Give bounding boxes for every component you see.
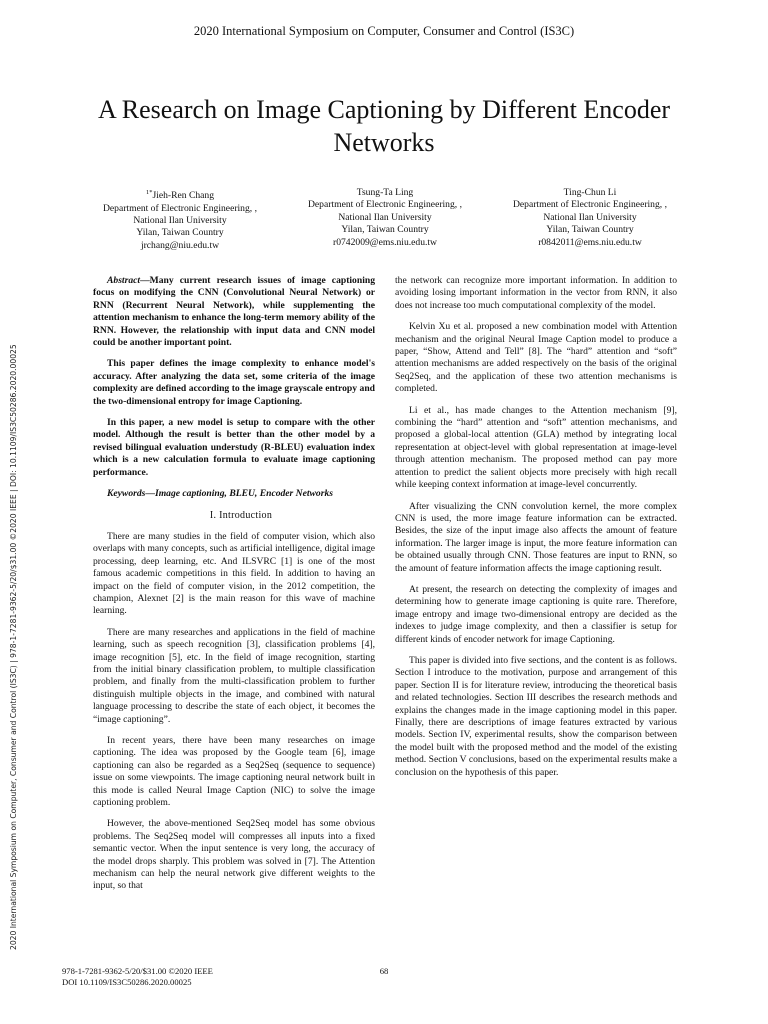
body-paragraph: This paper is divided into five sections, and the content is as follows. Section I introduce to the motivation, purpose and arrangement of this paper. Section II is for literature review, introducing the theoretical basis and related technologies. Section III describes the research methods and explains the changes made in the image captioning model in this paper. Finally, there are descriptions of image features extracted by various models. Section IV, experimental results, show the comparison between the model built with the proposed method and the model of the existing method. Section V conclusions, based on the experimental results make a conclusion on the hypothesis of this paper. [395, 654, 677, 778]
author-email: jrchang@niu.edu.tw [140, 239, 220, 251]
page-number: 68 [379, 966, 389, 976]
abstract-paragraph-1: Abstract—Many current research issues of image captioning focus on modifying the CNN (Convolutional Neural Network) or RNN (Recurrent Neural Network), while supplementing the attention mechanism to enhance the long-term memory ability of the RNN. However, the relationship with input data and CNN model could be another important point. [93, 275, 375, 349]
keywords-label: Keywords [107, 488, 146, 500]
footer-doi: DOI 10.1109/IS3C50286.2020.00025 [62, 977, 192, 987]
author-location: Yilan, Taiwan Country [136, 227, 224, 239]
author-name: Ting-Chun Li [563, 187, 617, 198]
body-paragraph: There are many studies in the field of computer vision, which also overlaps with many concepts, such as artificial intelligence, digital image processing, deep learning, etc. And ILSVRC [1] is one of the most famous academic competitions in this field. In addition to having an impact on the field of computer vision, in the 2012 competition, the champion, Alexnet [2] is the main reason for this wave of machine learning. [93, 530, 375, 617]
side-identifier-strip [9, 270, 23, 950]
author-2 [285, 187, 485, 249]
body-paragraph: However, the above-mentioned Seq2Seq model has some obvious problems. The Seq2Seq model will compresses all inputs into a fixed semantic vector. When the input sentence is very long, the accuracy of the model drops sharply. This problem was solved in [7]. The Attention mechanism can help the neural network give different weights to the input, so that [93, 818, 375, 892]
body-paragraph: At present, the research on detecting the complexity of images and determining how to generate image captioning is quite rare. Therefore, image entropy and image two-dimensional entropy are decided as the indexes to judge image complexity, and then a classifier is setup for different kinds of encoder network for image Captioning. [395, 583, 677, 645]
author-university: National Ilan University [543, 211, 637, 223]
author-university: National Ilan University [338, 211, 432, 223]
author-department: Department of Electronic Engineering, , [308, 199, 462, 211]
abstract-paragraph-2: This paper defines the image complexity to enhance model's accuracy. After analyzing the data set, some criteria of the image complexity are defined according to the image grayscale entropy and the two-dimensional entropy for image Captioning. [93, 358, 375, 407]
author-name: Tsung-Ta Ling [356, 187, 414, 198]
author-department: Department of Electronic Engineering, , [103, 202, 257, 214]
footer-publication-info [62, 966, 213, 988]
body-paragraph: Li et al., has made changes to the Attention mechanism [9], combining the “hard” attention and “soft” attention mechanisms, and proposed a global-local attention (GLA) method by integrating local representation at object-level with global representation at image-level through attention mechanism. The proposed method can pay more attention to predict the salient objects more precisely with high recall while keeping context information at image-level concurrently. [395, 404, 677, 491]
body-paragraph: Kelvin Xu et al. proposed a new combination model with Attention mechanism and the original Neural Image Caption model to produce a paper, “Show, Attend and Tell” [8]. The “hard” attention and “soft” attention mechanisms are added respectively on the basis of the original Seq2Seq, and the application of these two attention mechanisms is completed. [395, 321, 677, 395]
abstract-label: Abstract [107, 275, 141, 286]
author-university: National Ilan University [133, 215, 227, 226]
right-column [395, 275, 677, 788]
author-department: Department of Electronic Engineering, , [513, 199, 667, 211]
left-column [93, 275, 375, 902]
section-heading: I. Introduction [209, 509, 273, 521]
abstract-paragraph-3: In this paper, a new model is setup to compare with the other model. Although the result is better than the other model by a revised bilingual evaluation understudy (R-BLEU) evaluation index which is a new calculation formula to evaluate image captioning performance. [93, 417, 375, 478]
conference-header: 2020 International Symposium on Computer, Consumer and Control (IS3C) [193, 24, 575, 38]
body-paragraph: After visualizing the CNN convolution kernel, the more complex CNN is used, the more image feature information can be extracted. Besides, the size of the input image also affects the amount of feature information. The larger image is input, the more feature information can be obtained usually through CNN. Those features are input to RNN, so the amount of feature information affects the image captioning result. [395, 500, 677, 574]
author-email: r0742009@ems.niu.edu.tw [333, 236, 437, 248]
author-email: r0842011@ems.niu.edu.tw [538, 236, 642, 248]
author-1 [80, 187, 280, 252]
author-superscript: 1* [145, 189, 153, 196]
body-paragraph: In recent years, there have been many researches on image captioning. The idea was proposed by the Google team [6], image captioning can also be regarded as a Seq2Seq (sequence to sequence) issue on some viewpoints. The image captioning neural network built in this mode is called Neural Image Caption (NIC) to solve the image captioning problem. [93, 735, 375, 809]
side-identifier: 2020 International Symposium on Computer, Consumer and Control (IS3C) | 978-1-7281-9362-5/20/$31.00 ©2020 IEEE | DOI: 10.1109/IS3C50286.2020.00025 [9, 344, 18, 950]
author-3 [490, 187, 690, 249]
author-name: $^{1*}$Jieh-Ren Chang [145, 189, 215, 202]
author-location: Yilan, Taiwan Country [546, 224, 634, 236]
paper-title: A Research on Image Captioning by Different Encoder Networks [97, 95, 671, 157]
body-paragraph: There are many researches and applications in the field of machine learning, such as speech recognition [3], classification problems [4], image recognition [5], etc. In the field of image recognition, starting from the initial binary classification problem, to multiple classification problem, and finally from the multi-classification problem to further distinguish multiple objects in the image, and combined with natural language processing to describe the state of each object, it becomes the “image captioning”. [93, 626, 375, 725]
body-paragraph: the network can recognize more important information. In addition to avoiding losing important information in the vector from RNN, it also does not increase too much computational complexity of the model. [395, 275, 677, 311]
footer-isbn: 978-1-7281-9362-5/20/$31.00 ©2020 IEEE [62, 966, 213, 976]
author-location: Yilan, Taiwan Country [341, 224, 429, 236]
keywords: Keywords—Image captioning, BLEU, Encoder Networks [107, 488, 333, 500]
